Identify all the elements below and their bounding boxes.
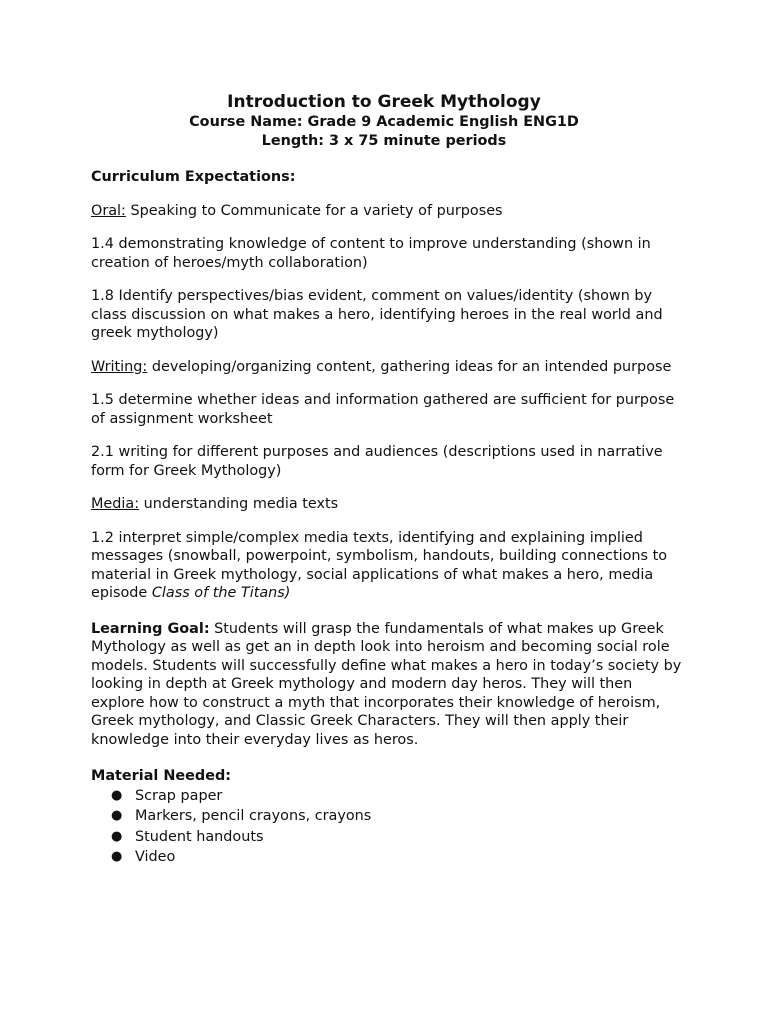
writing-text: developing/organizing content, gathering ideas for an intended purpose [147,358,672,375]
list-item [111,806,688,827]
media-strand [91,495,688,514]
course-length: Length: 3 x 75 minute periods [261,132,507,149]
oral-strand [91,202,688,221]
expectation-1-2 [91,529,688,603]
expectation-1-8: 1.8 Identify perspectives/bias evident, comment on values/identity (shown by class discussion on what makes a hero, identifying heroes in the real world and greek mythology) [91,288,663,341]
curriculum-heading: Curriculum Expectations: [91,169,296,185]
list-item-text: Video [135,849,176,865]
document-title: Introduction to Greek Mythology [227,92,541,112]
oral-label: Oral: [91,202,126,219]
list-item-text: Markers, pencil crayons, crayons [135,808,372,824]
learning-goal-text: Students will grasp the fundamentals of what makes up Greek Mythology as well as get an in depth look into heroism and becoming social role models. Students will successfully define what makes a hero in today’s society by looking in depth at Greek mythology and modern day heros. They will then explore how to construct a myth that incorporates their knowledge of heroism, Greek mythology, and Classic Greek Characters. They will then apply their knowledge into their everyday lives as heros. [91,620,682,748]
expectation-1-2-text: 1.2 interpret simple/complex media texts, identifying and explaining implied messages (snowball, powerpoint, symbolism, handouts, building connections to material in Greek mythology, social applications of what makes a hero, media episode [91,529,668,601]
bullet-icon: ● [111,808,123,823]
writing-strand [91,358,688,377]
expectation-1-2-italic: Class of the Titans) [151,585,291,601]
bullet-icon: ● [111,828,123,844]
media-text: understanding media texts [139,496,339,512]
expectation-1-5: 1.5 determine whether ideas and information gathered are sufficient for purpose of assignment worksheet [91,392,675,427]
list-item [111,786,688,807]
list-item [111,847,688,868]
expectation-1-4: 1.4 demonstrating knowledge of content to improve understanding (shown in creation of heroes/myth collaboration) [91,236,651,271]
media-label: Media: [91,496,140,512]
bullet-icon: ● [111,787,123,803]
list-item [111,827,688,848]
oral-text: Speaking to Communicate for a variety of purposes [125,202,503,219]
document-header [91,91,677,150]
course-name: Course Name: Grade 9 Academic English ENG1D [189,114,579,130]
list-item-text: Scrap paper [135,787,223,804]
list-item-text: Student handouts [135,828,264,845]
learning-goal [91,620,688,750]
learning-goal-label: Learning Goal: [91,620,210,637]
materials-heading: Material Needed: [91,768,232,784]
writing-label: Writing: [91,358,148,375]
materials-list [91,786,688,868]
bullet-icon: ● [111,849,123,864]
expectation-2-1: 2.1 writing for different purposes and audiences (descriptions used in narrative form for Greek Mythology) [91,444,663,479]
